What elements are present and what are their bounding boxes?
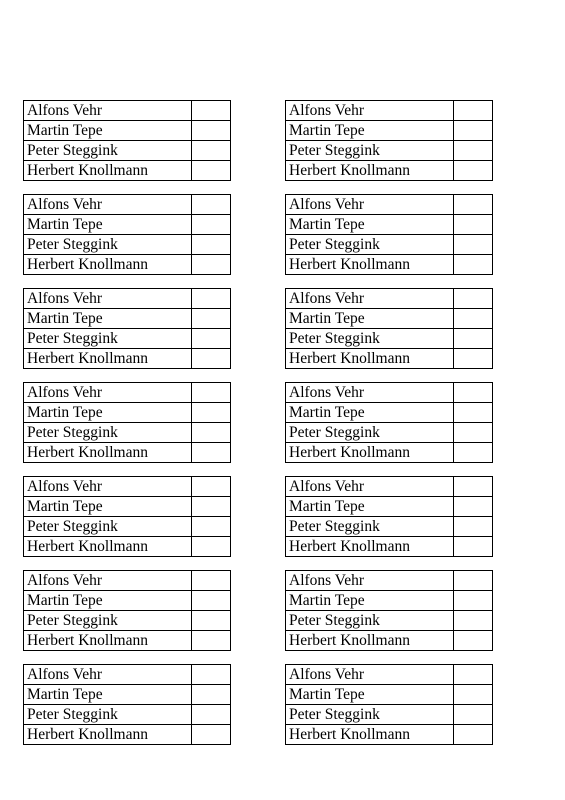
candidate-row bbox=[24, 289, 231, 309]
ballot-table bbox=[285, 382, 493, 463]
candidate-name: Alfons Vehr bbox=[286, 101, 454, 121]
vote-checkbox-cell[interactable] bbox=[192, 195, 231, 215]
vote-checkbox-cell[interactable] bbox=[192, 309, 231, 329]
candidate-row bbox=[286, 477, 493, 497]
vote-checkbox-cell[interactable] bbox=[192, 383, 231, 403]
candidate-row bbox=[24, 665, 231, 685]
candidate-name: Alfons Vehr bbox=[24, 477, 192, 497]
candidate-row bbox=[286, 195, 493, 215]
vote-checkbox-cell[interactable] bbox=[454, 255, 493, 275]
candidate-row bbox=[286, 309, 493, 329]
candidate-name: Peter Steggink bbox=[24, 141, 192, 161]
candidate-row bbox=[286, 705, 493, 725]
candidate-name: Alfons Vehr bbox=[286, 477, 454, 497]
candidate-row bbox=[24, 235, 231, 255]
vote-checkbox-cell[interactable] bbox=[192, 517, 231, 537]
candidate-name: Peter Steggink bbox=[24, 517, 192, 537]
candidate-name: Alfons Vehr bbox=[286, 195, 454, 215]
ballot-table bbox=[23, 100, 231, 181]
candidate-name: Martin Tepe bbox=[286, 215, 454, 235]
candidate-name: Herbert Knollmann bbox=[286, 537, 454, 557]
candidate-name: Martin Tepe bbox=[286, 685, 454, 705]
candidate-row bbox=[24, 705, 231, 725]
ballot-table bbox=[285, 664, 493, 745]
candidate-row bbox=[286, 537, 493, 557]
vote-checkbox-cell[interactable] bbox=[454, 141, 493, 161]
candidate-row bbox=[24, 591, 231, 611]
candidate-name: Martin Tepe bbox=[286, 121, 454, 141]
candidate-row bbox=[286, 141, 493, 161]
candidate-row bbox=[24, 571, 231, 591]
candidate-name: Peter Steggink bbox=[286, 141, 454, 161]
candidate-name: Alfons Vehr bbox=[24, 195, 192, 215]
ballot-table bbox=[23, 194, 231, 275]
candidate-name: Martin Tepe bbox=[24, 685, 192, 705]
candidate-row bbox=[286, 611, 493, 631]
candidate-name: Peter Steggink bbox=[286, 705, 454, 725]
candidate-row bbox=[24, 195, 231, 215]
vote-checkbox-cell[interactable] bbox=[192, 591, 231, 611]
candidate-row bbox=[24, 161, 231, 181]
vote-checkbox-cell[interactable] bbox=[192, 235, 231, 255]
vote-checkbox-cell[interactable] bbox=[454, 349, 493, 369]
ballot-table bbox=[285, 100, 493, 181]
candidate-name: Herbert Knollmann bbox=[24, 161, 192, 181]
ballot-table bbox=[285, 476, 493, 557]
candidate-name: Herbert Knollmann bbox=[286, 443, 454, 463]
vote-checkbox-cell[interactable] bbox=[192, 685, 231, 705]
vote-checkbox-cell[interactable] bbox=[192, 631, 231, 651]
vote-checkbox-cell[interactable] bbox=[192, 215, 231, 235]
candidate-row bbox=[24, 255, 231, 275]
candidate-row bbox=[286, 725, 493, 745]
candidate-name: Alfons Vehr bbox=[24, 289, 192, 309]
candidate-name: Alfons Vehr bbox=[286, 665, 454, 685]
candidate-row bbox=[24, 403, 231, 423]
vote-checkbox-cell[interactable] bbox=[454, 215, 493, 235]
candidate-row bbox=[24, 423, 231, 443]
candidate-row bbox=[286, 685, 493, 705]
candidate-row bbox=[286, 665, 493, 685]
candidate-row bbox=[286, 497, 493, 517]
ballot-grid bbox=[23, 100, 493, 745]
vote-checkbox-cell[interactable] bbox=[454, 537, 493, 557]
candidate-name: Martin Tepe bbox=[24, 215, 192, 235]
candidate-name: Herbert Knollmann bbox=[286, 349, 454, 369]
vote-checkbox-cell[interactable] bbox=[192, 537, 231, 557]
candidate-row bbox=[24, 309, 231, 329]
vote-checkbox-cell[interactable] bbox=[192, 611, 231, 631]
candidate-name: Martin Tepe bbox=[286, 497, 454, 517]
candidate-row bbox=[286, 631, 493, 651]
candidate-row bbox=[24, 517, 231, 537]
vote-checkbox-cell[interactable] bbox=[454, 611, 493, 631]
candidate-row bbox=[286, 383, 493, 403]
candidate-row bbox=[286, 403, 493, 423]
candidate-row bbox=[286, 121, 493, 141]
candidate-name: Herbert Knollmann bbox=[24, 537, 192, 557]
candidate-name: Peter Steggink bbox=[286, 611, 454, 631]
candidate-name: Alfons Vehr bbox=[286, 383, 454, 403]
candidate-row bbox=[286, 255, 493, 275]
vote-checkbox-cell[interactable] bbox=[454, 235, 493, 255]
candidate-name: Alfons Vehr bbox=[24, 101, 192, 121]
candidate-name: Herbert Knollmann bbox=[24, 255, 192, 275]
candidate-name: Herbert Knollmann bbox=[24, 631, 192, 651]
candidate-name: Peter Steggink bbox=[286, 235, 454, 255]
ballot-table bbox=[23, 382, 231, 463]
candidate-name: Peter Steggink bbox=[24, 423, 192, 443]
candidate-name: Alfons Vehr bbox=[286, 571, 454, 591]
candidate-row bbox=[286, 289, 493, 309]
candidate-name: Herbert Knollmann bbox=[286, 725, 454, 745]
candidate-name: Alfons Vehr bbox=[24, 571, 192, 591]
candidate-row bbox=[24, 383, 231, 403]
vote-checkbox-cell[interactable] bbox=[192, 423, 231, 443]
vote-checkbox-cell[interactable] bbox=[454, 329, 493, 349]
vote-checkbox-cell[interactable] bbox=[454, 517, 493, 537]
candidate-name: Martin Tepe bbox=[24, 121, 192, 141]
candidate-row bbox=[286, 349, 493, 369]
vote-checkbox-cell[interactable] bbox=[454, 309, 493, 329]
candidate-name: Peter Steggink bbox=[24, 705, 192, 725]
vote-checkbox-cell[interactable] bbox=[454, 289, 493, 309]
vote-checkbox-cell[interactable] bbox=[192, 571, 231, 591]
candidate-row bbox=[286, 101, 493, 121]
candidate-name: Peter Steggink bbox=[24, 329, 192, 349]
candidate-name: Peter Steggink bbox=[24, 235, 192, 255]
ballot-table bbox=[23, 570, 231, 651]
vote-checkbox-cell[interactable] bbox=[192, 443, 231, 463]
candidate-row bbox=[286, 329, 493, 349]
candidate-name: Martin Tepe bbox=[24, 497, 192, 517]
vote-checkbox-cell[interactable] bbox=[454, 591, 493, 611]
candidate-row bbox=[286, 235, 493, 255]
candidate-row bbox=[24, 443, 231, 463]
vote-checkbox-cell[interactable] bbox=[192, 705, 231, 725]
candidate-row bbox=[24, 349, 231, 369]
vote-checkbox-cell[interactable] bbox=[192, 403, 231, 423]
vote-checkbox-cell[interactable] bbox=[454, 631, 493, 651]
vote-checkbox-cell[interactable] bbox=[454, 403, 493, 423]
candidate-name: Martin Tepe bbox=[24, 591, 192, 611]
candidate-name: Peter Steggink bbox=[24, 611, 192, 631]
candidate-name: Martin Tepe bbox=[24, 403, 192, 423]
vote-checkbox-cell[interactable] bbox=[192, 141, 231, 161]
candidate-row bbox=[24, 631, 231, 651]
candidate-row bbox=[286, 161, 493, 181]
vote-checkbox-cell[interactable] bbox=[454, 665, 493, 685]
candidate-name: Alfons Vehr bbox=[24, 665, 192, 685]
candidate-row bbox=[24, 537, 231, 557]
ballot-table bbox=[23, 664, 231, 745]
candidate-row bbox=[24, 101, 231, 121]
vote-checkbox-cell[interactable] bbox=[192, 329, 231, 349]
vote-checkbox-cell[interactable] bbox=[192, 477, 231, 497]
candidate-row bbox=[286, 591, 493, 611]
ballot-table bbox=[23, 288, 231, 369]
candidate-name: Peter Steggink bbox=[286, 423, 454, 443]
vote-checkbox-cell[interactable] bbox=[454, 383, 493, 403]
vote-checkbox-cell[interactable] bbox=[192, 289, 231, 309]
vote-checkbox-cell[interactable] bbox=[454, 443, 493, 463]
vote-checkbox-cell[interactable] bbox=[192, 725, 231, 745]
vote-checkbox-cell[interactable] bbox=[192, 161, 231, 181]
candidate-row bbox=[286, 423, 493, 443]
candidate-row bbox=[24, 477, 231, 497]
candidate-name: Herbert Knollmann bbox=[24, 349, 192, 369]
vote-checkbox-cell[interactable] bbox=[454, 705, 493, 725]
candidate-name: Martin Tepe bbox=[24, 309, 192, 329]
vote-checkbox-cell[interactable] bbox=[454, 195, 493, 215]
candidate-name: Peter Steggink bbox=[286, 329, 454, 349]
candidate-row bbox=[24, 685, 231, 705]
ballot-table bbox=[23, 476, 231, 557]
vote-checkbox-cell[interactable] bbox=[192, 665, 231, 685]
candidate-row bbox=[286, 443, 493, 463]
candidate-name: Herbert Knollmann bbox=[24, 725, 192, 745]
candidate-row bbox=[286, 517, 493, 537]
vote-checkbox-cell[interactable] bbox=[192, 121, 231, 141]
candidate-row bbox=[286, 215, 493, 235]
vote-checkbox-cell[interactable] bbox=[192, 349, 231, 369]
candidate-name: Alfons Vehr bbox=[286, 289, 454, 309]
vote-checkbox-cell[interactable] bbox=[454, 423, 493, 443]
vote-checkbox-cell[interactable] bbox=[454, 497, 493, 517]
candidate-row bbox=[24, 121, 231, 141]
ballot-table bbox=[285, 570, 493, 651]
candidate-row bbox=[24, 329, 231, 349]
candidate-row bbox=[24, 497, 231, 517]
candidate-name: Herbert Knollmann bbox=[286, 161, 454, 181]
candidate-name: Alfons Vehr bbox=[24, 383, 192, 403]
candidate-name: Martin Tepe bbox=[286, 403, 454, 423]
vote-checkbox-cell[interactable] bbox=[454, 477, 493, 497]
vote-checkbox-cell[interactable] bbox=[192, 101, 231, 121]
vote-checkbox-cell[interactable] bbox=[454, 725, 493, 745]
candidate-name: Martin Tepe bbox=[286, 309, 454, 329]
candidate-name: Peter Steggink bbox=[286, 517, 454, 537]
candidate-row bbox=[24, 611, 231, 631]
candidate-row bbox=[24, 725, 231, 745]
candidate-name: Martin Tepe bbox=[286, 591, 454, 611]
ballot-table bbox=[285, 288, 493, 369]
vote-checkbox-cell[interactable] bbox=[454, 121, 493, 141]
vote-checkbox-cell[interactable] bbox=[454, 571, 493, 591]
vote-checkbox-cell[interactable] bbox=[192, 255, 231, 275]
vote-checkbox-cell[interactable] bbox=[454, 685, 493, 705]
candidate-row bbox=[24, 215, 231, 235]
candidate-row bbox=[286, 571, 493, 591]
vote-checkbox-cell[interactable] bbox=[454, 161, 493, 181]
ballot-table bbox=[285, 194, 493, 275]
candidate-name: Herbert Knollmann bbox=[24, 443, 192, 463]
vote-checkbox-cell[interactable] bbox=[192, 497, 231, 517]
candidate-name: Herbert Knollmann bbox=[286, 255, 454, 275]
candidate-row bbox=[24, 141, 231, 161]
vote-checkbox-cell[interactable] bbox=[454, 101, 493, 121]
candidate-name: Herbert Knollmann bbox=[286, 631, 454, 651]
